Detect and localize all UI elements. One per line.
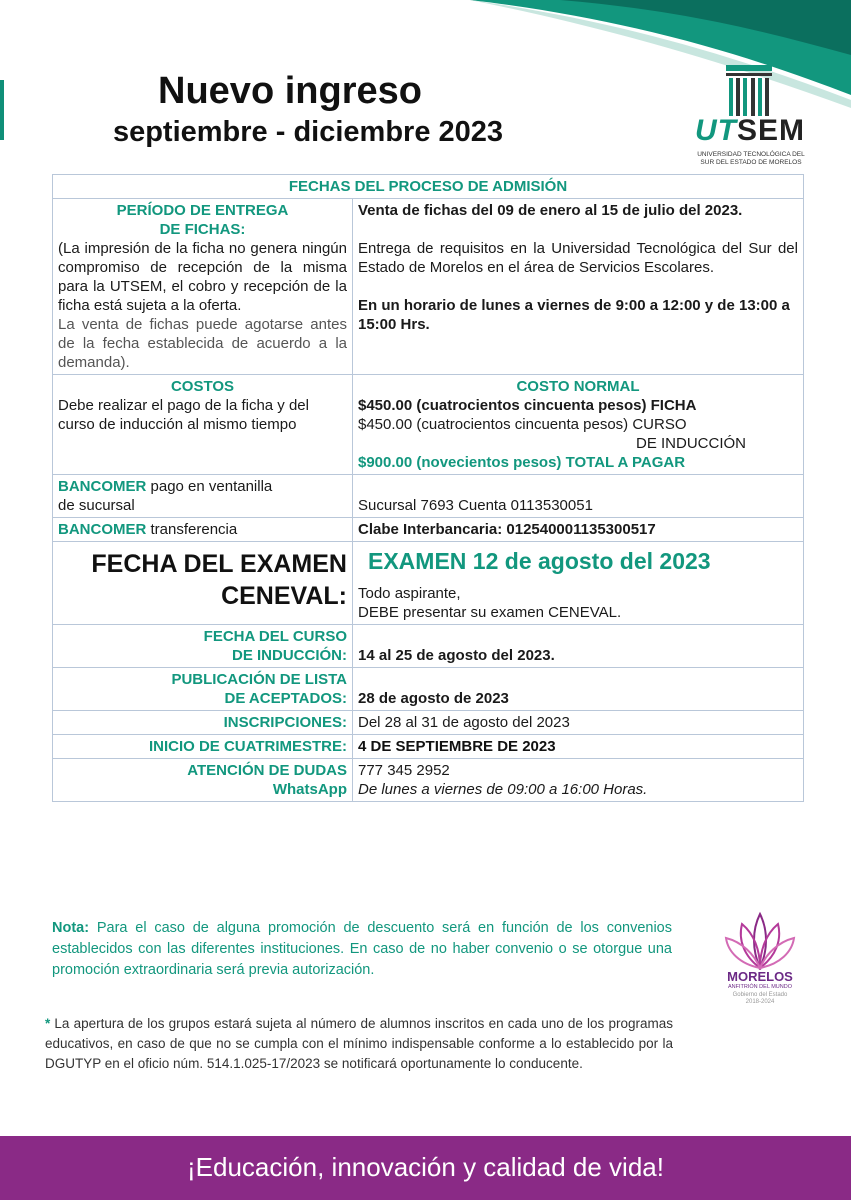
venta-fichas-text: Venta de fichas del 09 de enero al 15 de julio del 2023. — [358, 202, 743, 219]
curso-label: FECHA DEL CURSO DE INDUCCIÓN: — [53, 625, 353, 668]
left-accent-bar — [0, 80, 4, 140]
periodo-note: (La impresión de la ficha no genera ningún compromiso de recepción de la misma para la UTSEM, el cobro y recepción de la ficha está sujeta a la oferta. — [58, 240, 347, 314]
costos-value-cell — [353, 375, 804, 475]
bancomer-ventanilla-cell: BANCOMER pago en ventanilla de sucursal — [53, 475, 353, 518]
inscripciones-value: Del 28 al 31 de agosto del 2023 — [353, 711, 804, 735]
footer-slogan: ¡Educación, innovación y calidad de vida! — [187, 1152, 664, 1182]
bancomer-label: BANCOMER — [58, 478, 147, 495]
sucursal-cuenta: Sucursal 7693 Cuenta 0113530051 — [353, 475, 804, 518]
footnote-paragraph: * La apertura de los grupos estará sujeta al número de alumnos inscritos en cada uno de los programas educativos, en caso de que no se cumpla con el mínimo indispensable conforme a lo establecido por la DGUTYP en el oficio núm. 514.1.025-17/2023 se notificará oportunamente lo conducente. — [45, 1016, 673, 1071]
publicacion-label: PUBLICACIÓN DE LISTA DE ACEPTADOS: — [53, 668, 353, 711]
dudas-label: ATENCIÓN DE DUDAS WhatsApp — [53, 759, 353, 802]
examen-date: EXAMEN 12 de agosto del 2023 — [368, 548, 711, 574]
costo-curso: $450.00 (cuatrocientos cincuenta pesos) CURSO — [358, 416, 687, 433]
table-heading-row — [53, 175, 804, 199]
morelos-tagline: ANFITRIÓN DEL MUNDO — [728, 984, 792, 990]
table-row — [53, 199, 804, 375]
table-row — [53, 518, 804, 542]
inicio-label: INICIO DE CUATRIMESTRE: — [53, 735, 353, 759]
examen-note-1: Todo aspirante, — [358, 585, 461, 602]
costos-text: Debe realizar el pago de la ficha y del curso de inducción al mismo tiempo — [58, 397, 309, 433]
periodo-value-cell — [353, 199, 804, 375]
table-row — [53, 475, 804, 518]
clabe-interbancaria: Clabe Interbancaria: 012540001135300517 — [353, 518, 804, 542]
table-row — [53, 375, 804, 475]
examen-cell — [53, 542, 353, 625]
bancomer-label: BANCOMER — [58, 521, 147, 538]
lotus-flower-icon — [722, 910, 798, 970]
footnote-star: * — [45, 1016, 51, 1031]
table-row — [53, 625, 804, 668]
utsem-logo — [690, 65, 810, 170]
morelos-logo — [700, 910, 820, 1030]
examen-label: FECHA DEL EXAMEN CENEVAL: — [91, 550, 347, 610]
periodo-cell — [53, 199, 353, 375]
table-row — [53, 668, 804, 711]
publicacion-value: 28 de agosto de 2023 — [353, 668, 804, 711]
morelos-government: Gobierno del Estado 2018-2024 — [732, 992, 788, 1005]
utsem-caption: UNIVERSIDAD TECNOLÓGICA DEL SUR DEL ESTADO DE MORELOS — [697, 151, 805, 166]
bancomer-transferencia-cell: BANCOMER transferencia — [53, 518, 353, 542]
curso-value: 14 al 25 de agosto del 2023. — [353, 625, 804, 668]
costo-ficha: $450.00 (cuatrocientos cincuenta pesos) FICHA — [358, 397, 697, 414]
table-row — [53, 759, 804, 802]
whatsapp-phone: 777 345 2952 — [358, 762, 450, 779]
periodo-label: PERÍODO DE ENTREGA DE FICHAS: — [116, 202, 289, 238]
inicio-value: 4 DE SEPTIEMBRE DE 2023 — [353, 735, 804, 759]
examen-value-cell — [353, 542, 804, 625]
table-row — [53, 542, 804, 625]
utsem-wordmark: UTSEM — [694, 114, 805, 147]
nota-paragraph: Nota: Para el caso de alguna promoción de descuento será en función de los convenios establecidos con las diferentes instituciones. En caso de no haber convenio o se otorgue una promoción extraordinaria será previa autorización. — [52, 920, 672, 978]
periodo-note-gray: La venta de fichas puede agotarse antes de la fecha establecida de acuerdo a la demanda). — [58, 316, 347, 371]
admission-dates-table — [52, 174, 804, 802]
page-title: Nuevo ingreso — [158, 70, 422, 112]
costos-cell — [53, 375, 353, 475]
morelos-wordmark: MORELOS — [727, 969, 793, 984]
examen-note-2: DEBE presentar su examen CENEVAL. — [358, 604, 622, 621]
dudas-value-cell — [353, 759, 804, 802]
table-heading: FECHAS DEL PROCESO DE ADMISIÓN — [53, 175, 804, 199]
costos-label: COSTOS — [170, 378, 235, 395]
costo-total: $900.00 (novecientos pesos) TOTAL A PAGAR — [358, 454, 686, 471]
costo-normal-label: COSTO NORMAL — [516, 378, 640, 395]
costo-curso-cont: DE INDUCCIÓN — [636, 435, 747, 452]
table-row — [53, 711, 804, 735]
horario-text: En un horario de lunes a viernes de 9:00 a 12:00 y de 13:00 a 15:00 Hrs. — [358, 297, 790, 333]
page-subtitle: septiembre - diciembre 2023 — [112, 116, 504, 148]
entrega-requisitos-text: Entrega de requisitos en la Universidad Tecnológica del Sur del Estado de Morelos en el área de Servicios Escolares. — [358, 240, 798, 276]
dudas-hours: De lunes a viernes de 09:00 a 16:00 Horas. — [358, 781, 648, 798]
nota-label: Nota: — [52, 920, 90, 936]
table-row — [53, 735, 804, 759]
utsem-building-icon — [726, 65, 772, 117]
inscripciones-label: INSCRIPCIONES: — [53, 711, 353, 735]
